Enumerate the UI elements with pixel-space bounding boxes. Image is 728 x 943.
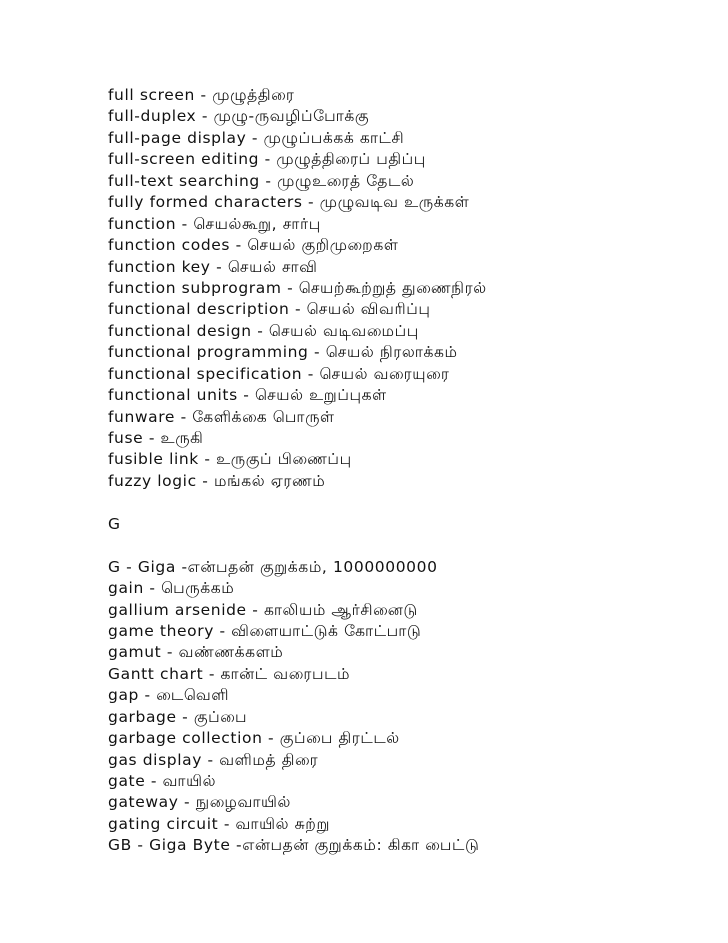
glossary-entry: gateway - நுழைவாயில் <box>108 793 291 812</box>
glossary-entry: function key - செயல் சாவி <box>108 257 318 276</box>
glossary-entry: game theory - விளையாட்டுக் கோட்பாடு <box>108 621 422 640</box>
glossary-entry: garbage - குப்பை <box>108 707 248 726</box>
glossary-entry: fuse - உருகி <box>108 429 204 447</box>
glossary-entry: fusible link - உருகுப் பிணைப்பு <box>108 450 352 469</box>
glossary-entry: fuzzy logic - மங்கல் ஏரணம் <box>108 471 326 490</box>
blank-line <box>108 535 708 556</box>
glossary-entry: gallium arsenide - காலியம் ஆர்சினைடு <box>108 600 418 619</box>
glossary-entry: functional description - செயல் விவரிப்பு <box>108 300 431 319</box>
glossary-entry: functional design - செயல் வடிவமைப்பு <box>108 321 419 340</box>
glossary-entry: functional programming - செயல் நிரலாக்கம் <box>108 343 458 362</box>
glossary-entry: gap - டைவெளி <box>108 686 230 705</box>
glossary-entry: function - செயல்கூறு, சார்பு <box>108 214 321 233</box>
glossary-entry: gamut - வண்ணக்களம் <box>108 643 284 662</box>
glossary-entry: G - Giga -என்பதன் குறுக்கம், 1000000000 <box>108 557 438 576</box>
section-heading: G <box>108 514 121 533</box>
glossary-entry: gating circuit - வாயில் சுற்று <box>108 814 330 833</box>
glossary-entry: garbage collection - குப்பை திரட்டல் <box>108 729 400 748</box>
glossary-entry: fully formed characters - முழுவடிவ உருக்கள் <box>108 193 470 212</box>
glossary-entry: GB - Giga Byte -என்பதன் குறுக்கம்: கிகா பைட்டு <box>108 836 480 855</box>
glossary-list <box>108 85 708 857</box>
glossary-entry: functional units - செயல் உறுப்புகள் <box>108 386 387 405</box>
glossary-entry: full-duplex - முழு-ருவழிப்போக்கு <box>108 107 370 126</box>
glossary-entry: gas display - வளிமத் திரை <box>108 750 319 769</box>
glossary-entry: funware - கேளிக்கை பொருள் <box>108 407 335 426</box>
glossary-entry: functional specification - செயல் வரையுரை <box>108 364 450 383</box>
blank-line <box>108 492 708 513</box>
glossary-entry: full-text searching - முழுஉரைத் தேடல் <box>108 171 415 190</box>
glossary-entry: Gantt chart - கான்ட் வரைபடம் <box>108 664 351 683</box>
glossary-entry: full-screen editing - முழுத்திரைப் பதிப்பு <box>108 150 426 169</box>
glossary-entry: full-page display - முழுப்பக்கக் காட்சி <box>108 128 405 147</box>
glossary-entry: full screen - முழுத்திரை <box>108 86 295 104</box>
glossary-entry: function codes - செயல் குறிமுறைகள் <box>108 236 399 255</box>
glossary-entry: gain - பெருக்கம் <box>108 579 235 598</box>
glossary-entry: function subprogram - செயற்கூற்றுத் துணைநிரல் <box>108 278 487 297</box>
glossary-entry: gate - வாயில் <box>108 772 217 790</box>
